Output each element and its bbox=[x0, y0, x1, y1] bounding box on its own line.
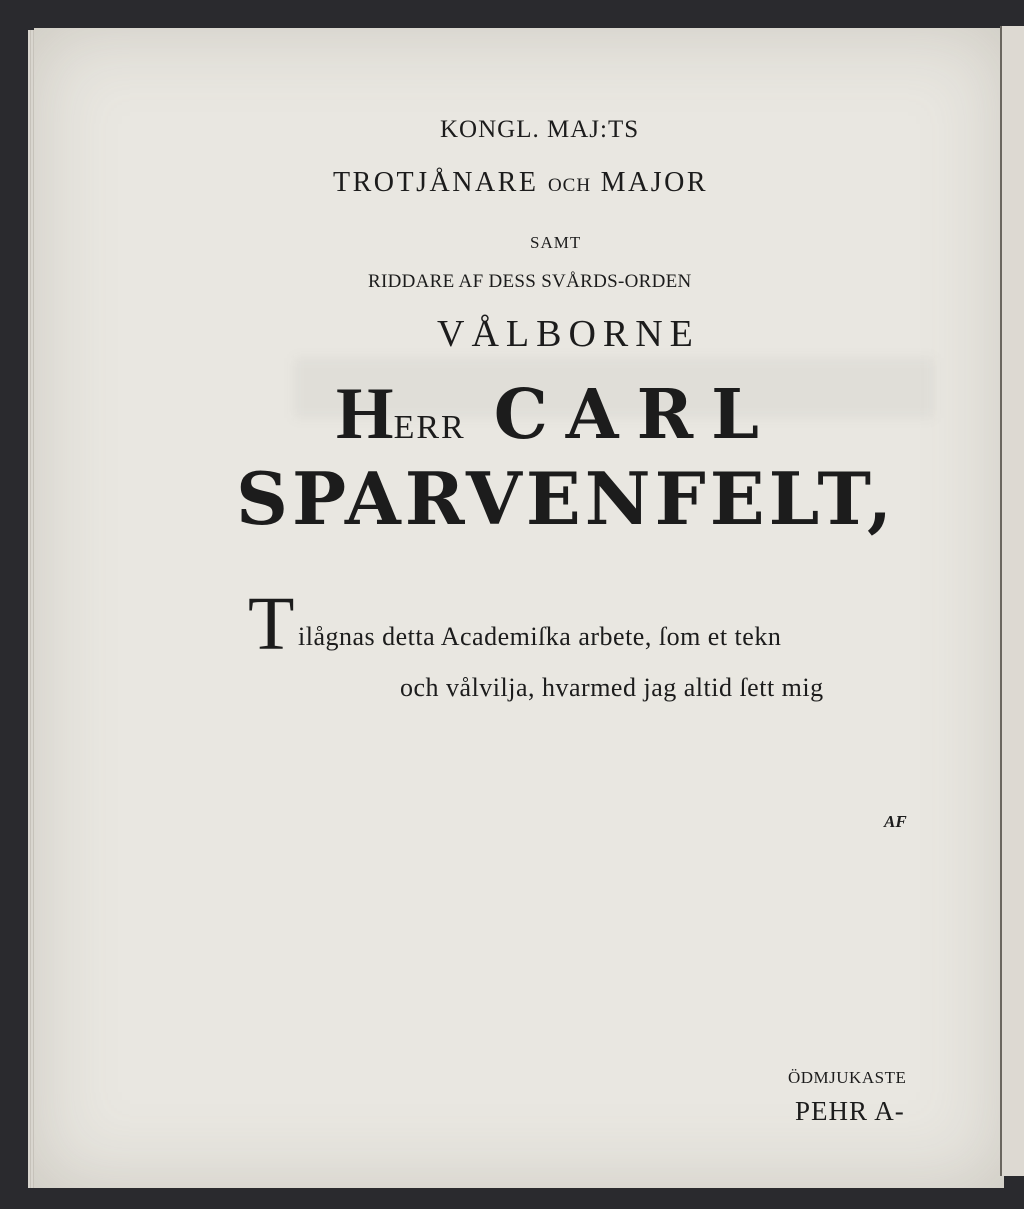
title-line-riddare: RIDDARE AF DESS SVÅRDS-ORDEN bbox=[368, 271, 692, 292]
title-line-2-end: MAJOR bbox=[591, 167, 708, 198]
body-line-2: och vålvilja, hvarmed jag altid ſett mig bbox=[400, 673, 824, 702]
book-page bbox=[34, 28, 1004, 1188]
body-line-1: ilågnas detta Academiſka arbete, ſom et tekn bbox=[298, 622, 782, 651]
title-line-1: KONGL. MAJ:TS bbox=[440, 116, 640, 143]
first-name: CARL bbox=[493, 375, 777, 455]
signature-closing: ÖDMJUKASTE bbox=[788, 1068, 907, 1087]
title-line-valborne: VÅLBORNE bbox=[437, 313, 700, 355]
dedicatee-surname: SPARVENFELT, bbox=[236, 456, 897, 541]
facing-page-edge bbox=[1000, 26, 1024, 1176]
dedicatee-first-name bbox=[336, 372, 777, 457]
catchword: AF bbox=[884, 812, 907, 831]
drop-cap: T bbox=[248, 582, 295, 666]
signature-name: PEHR A- bbox=[795, 1096, 905, 1126]
herr-initial: H bbox=[336, 373, 394, 455]
title-line-samt: SAMT bbox=[530, 233, 582, 252]
herr-rest: ERR bbox=[393, 409, 466, 446]
title-line-2 bbox=[333, 167, 708, 199]
title-line-2-main: TROTJÅNARE bbox=[333, 167, 548, 198]
title-line-2-och: OCH bbox=[547, 175, 592, 196]
